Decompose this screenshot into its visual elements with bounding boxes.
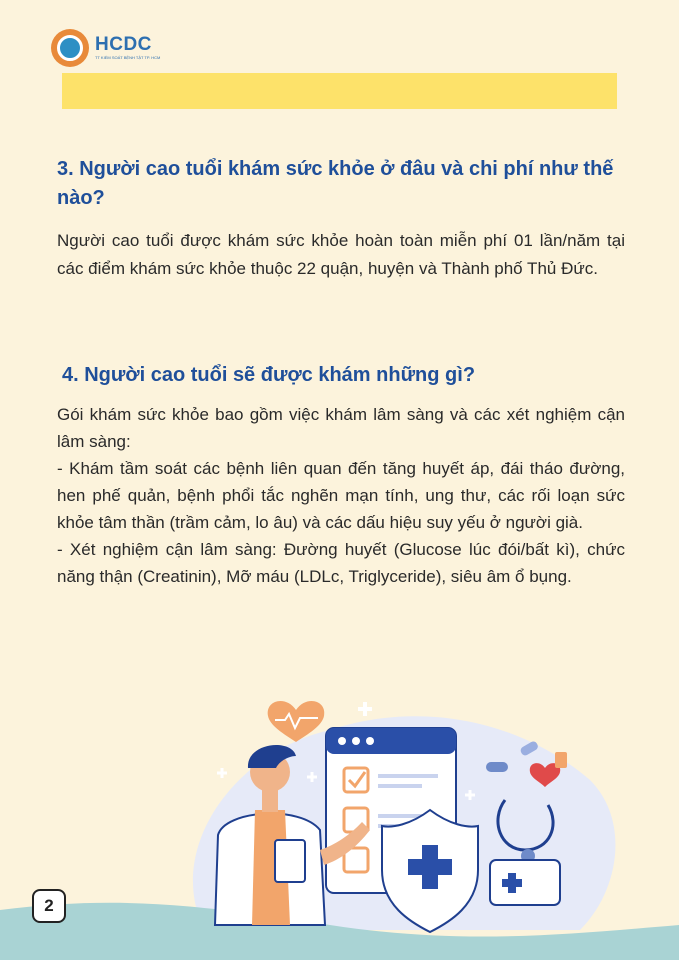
page-number: 2 bbox=[32, 889, 66, 923]
doctor-illustration bbox=[0, 660, 679, 960]
logo-name: HCDC bbox=[95, 34, 152, 55]
logo-subtitle: TT KIỂM SOÁT BỆNH TẬT TP. HCM bbox=[95, 55, 161, 60]
section-4-body: Gói khám sức khỏe bao gồm việc khám lâm sàng và các xét nghiệm cận lâm sàng: - Khám tầm soát các bệnh liên quan đến tăng huyết áp, đái tháo đường, hen phế quản, bệnh phổi tắc nghẽn mạn tính, ung thư, các rối loạn sức khỏe tâm thần (trầm cảm, lo âu) và các dấu hiệu suy yếu ở người già. - Xét nghiệm cận lâm sàng: Đường huyết (Glucose lúc đói/bất kì), chức năng thận (Creatinin), Mỡ máu (LDLc, Triglyceride), siêu âm ổ bụng. bbox=[57, 405, 625, 586]
hcdc-logo bbox=[51, 29, 160, 67]
highlight-bar bbox=[62, 73, 617, 109]
hcdc-logo-icon bbox=[51, 29, 89, 67]
section-3-body: Người cao tuổi được khám sức khỏe hoàn toàn miễn phí 01 lần/năm tại các điểm khám sức khỏe thuộc 22 quận, huyện và Thành phố Thủ Đức. bbox=[57, 231, 625, 278]
section-3-heading: 3. Người cao tuổi khám sức khỏe ở đâu và chi phí như thế nào? bbox=[57, 158, 614, 209]
section-4-heading: 4. Người cao tuổi sẽ được khám những gì? bbox=[62, 364, 476, 386]
medical-kit-icon bbox=[490, 860, 560, 905]
